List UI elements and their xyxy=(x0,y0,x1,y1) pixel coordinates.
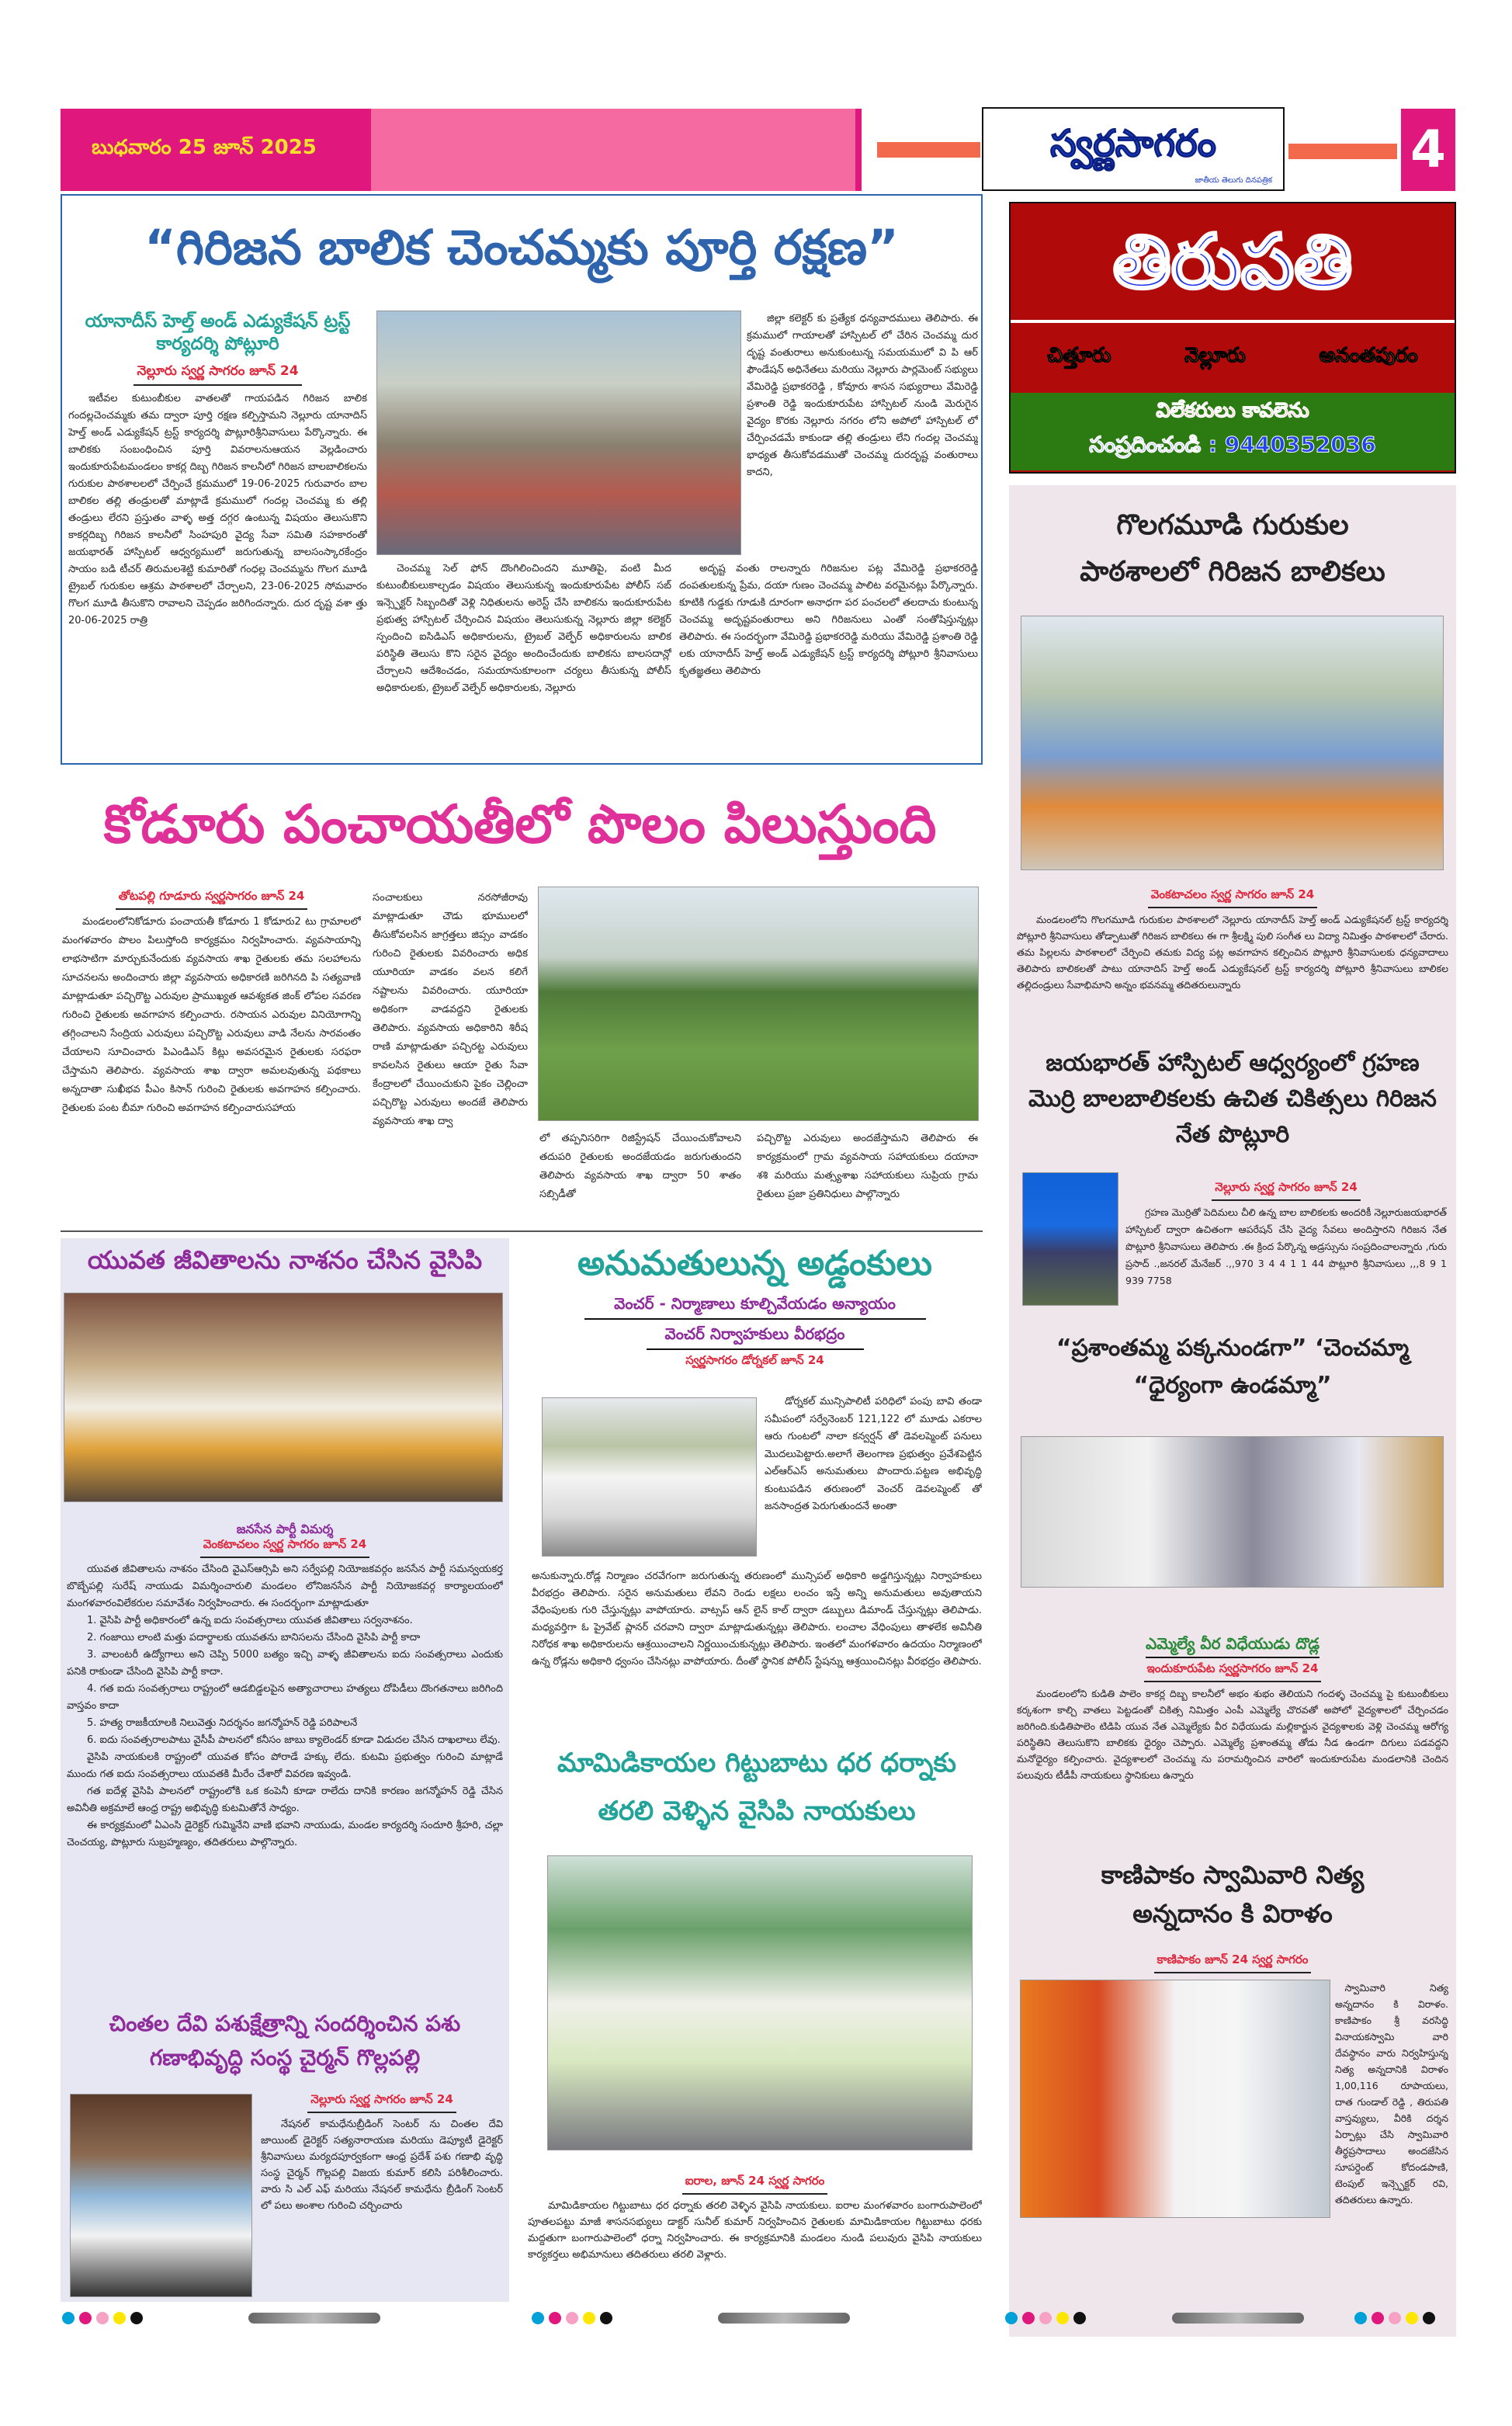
header-date-block xyxy=(61,109,371,191)
youth-body xyxy=(61,1561,509,1852)
kanipakam-photo-donation xyxy=(1020,1980,1330,2218)
youth-paragraph: వైసిపి నాయకులకి రాష్ట్రంలో యువత కోసం పోరాడే హక్కు లేదు. కుటమి ప్రభుత్వం గురించి మాట్లాడే ముందు గత ఐదు సంవత్సరాలు యువతకి మీరేం చేశారో వివరణ ఇవ్వండి. xyxy=(67,1751,503,1780)
jayabharat-dateline: నెల్లూరు స్వర్ణ సాగరం జూన్ 24 xyxy=(1212,1180,1361,1201)
registration-dot xyxy=(1005,2312,1018,2324)
kanipakam-dateline: కాణిపాకం జూన్ 24 స్వర్ణ సాగరం xyxy=(1154,1952,1312,1973)
ad-wanted: విలేకరులు కావలెను xyxy=(1156,399,1309,422)
kodur-photo-field xyxy=(538,887,979,1121)
venture-dateline: స్వర్ణసాగరం డోర్నకల్ జూన్ 24 xyxy=(685,1353,824,1367)
tirupati-ad xyxy=(1009,202,1456,474)
ad-district: నెల్లూరు xyxy=(1184,344,1246,367)
kodur-body-col1: మండలంలోనికోడూరు పంచాయతీ కోడూరు 1 కోడూరు2 టు గ్రామాలలో మంగళవారం పొలం పిలుస్తోంది కార్యక్రమం నిర్వహించారు. వ్యవసాయాన్ని లాభసాటిగా మార్చుకునేందుకు వ్యవసాయ శాఖ రైతులకు తమ సలహాలను సూచనలను అందించారు జిల్లా వ్యవసాయ అధికారణి జరిగినది పి సత్యవాణి మాట్లాడుతూ పచ్చిరొట్ట ఎరువుల ప్రాముఖ్యత ఆవశ్యకత జింక్ లోపల సవరణ గురించి రైతులకు అవగాహన కల్పించారు. రసాయన ఎరువుల వినియోగాన్ని తగ్గించాలని సేంద్రియ ఎరువులు పచ్చిరొట్ట ఎరువులు వాడి నేలను సారవంతం చేయాలని సూచించారు పిఎండిఎస్ కిట్లు అవసరమైన రైతులకు సరఫరా చేస్తామని తెలిపారు. వ్యవసాయ శాఖ ద్వారా అమలవుతున్న పథకాలు అన్నదాతా సుఖీభవ పీఎం కిసాన్ గురించి రైతులకు అవగాహన కల్పించారు. రైతులకు పంట బీమా గురించి అవగాహన కల్పించారుసహాయ xyxy=(62,916,361,1114)
youth-photo-pressmeet xyxy=(64,1293,503,1502)
lead-body-col1: ఇటీవల కుటుంబీకుల వాతలతో గాయపడిన గిరిజన బాలిక గందల్లచెంచమ్మకు తమ ద్వారా పూర్తి రక్షణ కల్పిస్తామని నెల్లూరు యానాదిస్ హెల్త్ అండ్ ఎడ్యుకేషన్ ట్రస్ట్ కార్యదర్శి పొట్లూరిశ్రీనివాసులు పేర్కొన్నారు. ఈ బాలికకు సంబంధించిన పూర్తి వివరాలనుఆయన వెల్లడించారు ఇందుకూరుపేటమండలం కాకర్ల దిబ్బ గిరిజన కాలనీలో గిరిజన బాలబాలికలను గురుకుల పాఠశాలలలో చేర్పించే క్రమములో 19-06-2025 గురువారం బాల బాలికల తల్లి తండ్రులతో మాట్లాడే క్రమములో గందల్ల చెంచమ్మ కు తల్లి తండ్రులు లేరని ప్రస్తుతం వాళ్ళ అత్త దగ్గర ఉంటున్న విషయం తెలుసుకొని కాకర్లదిబ్బ గిరిజన కాలనీలో సింహపురి వైద్య సేవా సమితి సహకారంతో జయభారత్ హాస్పిటల్ ఆధ్వర్యములో జరుగుతున్న బాలసంస్కారకేంద్రం సాయం బడి టీచర్ తిరుమలశెట్టి కుమారితో గంధల్ల చెంచమ్మను గొలగ మూడి ట్రైబల్ గురుకుల ఆశ్రమ పాఠశాలలో చేర్చాలని, 23-06-2025 సోమవారం గొలగ మూడి తీసుకొని రావాలని చెప్పడం జరిగిందన్నారు. దుర దృష్ట వశా త్తు 20-06-2025 రాత్రి xyxy=(68,392,367,626)
registration-dot xyxy=(1423,2312,1435,2324)
registration-dot xyxy=(1039,2312,1052,2324)
venture-body-1: డోర్నకల్ మున్సిపాలిటీ పరిధిలో పంపు బావి తండా సమీపంలో సర్వేనెంబర్ 121,122 లో మూడు ఎకరాల ఆరు గుంటలో నాలా కన్వర్షన్ తో డెవలప్మెంట్ పనులు మొదలుపెట్టారు.అలాగే తెలంగాణ ప్రభుత్వం ప్రవేశపెట్టిన ఎల్ఆర్ఎస్ అనుమతులు పొందారు.పట్టణ అభివృద్ధి కుంటుపడిన తరుణంలో వెంచర్ డెవలప్మెంట్ తో జనసాంద్రత పెరుగుతుందనే అంతా xyxy=(765,1396,982,1512)
youth-paragraph: 5. హత్య రాజకీయాలకి నిలువెత్తు నిదర్శనం జగన్మోహన్ రెడ్డి పరిపాలనే xyxy=(87,1717,358,1729)
lead-body-col4: అదృష్ట వంతు రాలన్నారు గిరిజనుల పట్ల వేమిరెడ్డి ప్రభాకరరెడ్డి దంపతులకున్న ప్రేమ, దయా గుణం చెంచమ్మ పాలిట వరమైనట్లు పేర్కొన్నారు. కూటికి గుడ్డకు గూడుకి దూరంగా అనాధగా పర పంచలలో తలదాచు కుంటున్న చెంచమ్మ అదృష్టవంతురాలు అని గిరిజనులు ఎంతో సంతోషిస్తున్నట్లు తెలిపారు. ఈ సందర్భంగా వేమిరెడ్డి ప్రభాకరరెడ్డి మరియు వేమిరెడ్డి ప్రశాంతి రెడ్డి లకు యానాదీస్ హెల్త్ అండ్ ఎడ్యుకేషన్ ట్రస్ట్ కార్యదర్శి పోట్లూరి శ్రీనివాసులు కృతజ్ఞతలు తెలిపారు xyxy=(679,563,978,677)
gurukula-headline: గొలగమూడి గురుకుల పాఠశాలలో గిరిజన బాలికలు xyxy=(1080,509,1385,588)
mango-photo-dharna xyxy=(547,1855,973,2150)
youth-paragraph: 3. వాలంటరీ ఉద్యోగాలు అని చెప్పి 5000 బత్యం ఇచ్చి వాళ్ళ జీవితాలను ఐదు సంవత్సరాలు ఎందుకు పనికి రాకుండా చేసింది వైసిపి పార్టీ కాదా. xyxy=(67,1649,503,1678)
kanipakam-headline: కాణిపాకం స్వామివారి నిత్య అన్నదానం కి విరాళం xyxy=(1101,1860,1365,1928)
venture-subhead-1: వెంచర్ - నిర్మాణాలు కూల్చివేయడం అన్యాయం xyxy=(584,1294,926,1320)
youth-paragraph: ఈ కార్యక్రమంలో ఏఎంసి డైరెక్టర్ గుమ్మినేని వాణి భవాని నాయుడు, మండల కార్యదర్శి సందూరి శ్రీహరి, చల్లా చెంచయ్య, పొట్లూరు సుబ్రహ్మణ్యం, తదితరులు పాల్గొన్నారు. xyxy=(67,1820,503,1848)
prasanthamma-headline: “ప్రశాంతమ్మ పక్కనుండగా” ‘చెంచమ్మా “ధైర్యంగా ఉండమ్మా” xyxy=(1056,1334,1410,1399)
kodur-body-col3: లో తప్పనిసరిగా రిజిస్ట్రేషన్ చేయించుకోవాలని తదుపరి రైతులకు అందజేయడం జరుగుతుందని తెలిపారు వ్యవసాయ శాఖ ద్వారా 50 శాతం సబ్సిడీతో xyxy=(539,1133,741,1200)
registration-dot xyxy=(113,2312,126,2324)
registration-dot xyxy=(79,2312,92,2324)
header-banner xyxy=(371,109,862,191)
youth-paragraph: 4. గత ఐదు సంవత్సరాలు రాష్ట్రంలో ఆడబిడ్డలపైన అత్యాచారాలు హత్యలు దోపిడీలు దొంగతనాలు జరిగింది వాస్తవం కాదా xyxy=(67,1683,503,1712)
youth-paragraph: గత ఐదేళ్ల వైసిపి పాలనలో రాష్ట్రంలోకి ఒక కంపెనీ కూడా రాలేదు దానికి కారణం జగన్మోహన్ రెడ్డి చేసిన అవినీతి అక్రమాలే ఆంధ్ర రాష్ట్ర అభివృద్ధి కుటమితోనే సాధ్యం. xyxy=(67,1786,503,1814)
header-rule-right xyxy=(1288,144,1397,159)
mango-dateline: ఐరాల, జూన్ 24 స్వర్ణ సాగరం xyxy=(682,2174,828,2195)
ad-district: చిత్తూరు xyxy=(1047,344,1111,367)
registration-dot xyxy=(62,2312,75,2324)
ad-title: తిరుపతి xyxy=(1112,218,1353,305)
ad-contact: సంప్రదించండి : 9440352036 xyxy=(1089,432,1376,457)
chintala-headline: చింతల దేవి పశుక్షేత్రాన్ని సందర్శించిన పశు గణాభివృద్ధి సంస్థ చైర్మన్ గొల్లపల్లి xyxy=(109,2011,461,2070)
registration-dot xyxy=(600,2312,612,2324)
right-panel xyxy=(1009,485,1456,2337)
youth-paragraph: 2. గంజాయి లాంటి మత్తు పదార్థాలకు యువతను బానిసలను చేసింది వైసిపి పార్టీ కాదా xyxy=(87,1632,421,1643)
lead-subhead: యానాదీస్ హెల్త్ అండ్ ఎడ్యుకేషన్ ట్రస్ట్ కార్యదర్శి పోట్లూరి xyxy=(85,311,351,354)
youth-paragraph: 1. వైసిపి పార్టీ అధికారంలో ఉన్న ఐదు సంవత్సరాలు యువత జీవితాలు సర్వనాశనం. xyxy=(87,1615,413,1626)
registration-dot xyxy=(96,2312,109,2324)
venture-photo-man xyxy=(542,1397,757,1557)
registration-dot xyxy=(1389,2312,1401,2324)
registration-dot xyxy=(549,2312,561,2324)
mango-body: మామిడికాయల గిట్టుబాటు ధర ధర్నాకు తరలి వెళ్ళిన వైసిపి నాయకులు. ఐరాల మంగళవారం బంగారుపాలెంలో పూతలపట్టు మాజీ శాసనసభ్యులు డాక్టర్ సునీల్ కుమార్ నిర్వహించిన రైతులకు మామిడికాయల గిట్టుబాటు ధరకు మద్దతుగా బంగారుపాలెంలో ధర్నా నిర్వహించారు. ఈ కార్యక్రమానికి మండలం నుండి పలువురు వైసిపి నాయకులు కార్యకర్తలు అభిమానులు తదితరులు తరలి వెళ్లారు. xyxy=(528,2200,982,2261)
kodur-body-col2: సంచాలకులు నరసోజీరావు మాట్లాడుతూ చౌడు భూములలో తీసుకోవలసిన జాగ్రత్తలు జిప్సం వాడకం గురించి రైతులకు వివరించారు అధిక యూరియా వాడకం వలన కలిగే నష్టాలను వివరించారు. యూరియా అధికంగా వాడవద్దని రైతులకు తెలిపారు. వ్యవసాయ అధికారిని శిరీష రాణి మాట్లాడుతూ పచ్చిరట్ట ఎరువులు కావలసిన రైతులు ఆయా రైతు సేవా కేంద్రాలలో చేయించుకుని పైకం చెల్లించా పచ్చిరొట్ట ఎరువులు అందజే తెలిపారు వ్యవసాయ శాఖ ద్వా xyxy=(373,892,528,1127)
issue-date: బుధవారం 25 జూన్ 2025 xyxy=(92,136,317,159)
page-number: 4 xyxy=(1401,109,1455,191)
chintala-body: నేషనల్ కామధేనుబ్రీడింగ్ సెంటర్ ను చింతల దేవి జాయింట్ డైరెక్టర్ సత్యనారాయణ మరియు డెప్యూటీ డైరెక్టర్ శ్రీనివాసులు మర్యదపూర్వకంగా ఆంధ్ర ప్రదేశ్ పశు గణాభి వృద్ధి సంస్థ చైర్మన్ గొల్లపల్లి విజయ కుమార్ కలిసి పరిశీలించారు. వారు సి ఎల్ ఎఫ్ మరియు నేషనల్ కామధేను బ్రీడింగ్ సెంటర్ లో పలు అంశాల గురించి చర్చించారు xyxy=(261,2119,503,2212)
kanipakam-body-cont xyxy=(1020,2223,1447,2261)
registration-bar xyxy=(1172,2313,1304,2324)
ad-district: అనంతపురం xyxy=(1319,344,1418,367)
youth-dateline: వెంకటాచలం స్వర్ణ సాగరం జూన్ 24 xyxy=(200,1537,369,1558)
registration-dot xyxy=(1354,2312,1367,2324)
registration-bar xyxy=(248,2313,380,2324)
lead-headline: “గిరిజన బాలిక చెంచమ్మకు పూర్తి రక్షణ” xyxy=(144,219,899,276)
ad-districts xyxy=(1011,323,1455,393)
registration-dot xyxy=(1406,2312,1418,2324)
kanipakam-body: స్వామివారి నిత్య అన్నదానం కి విరాళం. కాణిపాకం శ్రీ వరసిద్ధి వినాయకస్వామి వారి దేవస్థానం వారు నిర్వహిస్తున్న నిత్య అన్నదానికి విరాళం 1,00,116 రూపాయలు, దాత గుండాల్ రెడ్డి , తిరుపతి వాస్తవ్యులు, వీరికి దర్శన ఏర్పాట్లు చేసి స్వామివారి తీర్థప్రసాదాలు అందజేసిన సూపర్డెంట్ కోదండపాణి, టెంపుల్ ఇన్స్పెక్టర్ రవి, తదితరులు ఉన్నారు. xyxy=(1335,1982,1448,2206)
lead-body-col3: చెంచమ్మ సెల్ ఫోన్ దొంగిలించిందని మూతిపై, వంటి మీద కుటుంబీకులుకాల్చడం విషయం తెలుసుకున్న ఇందుకూరుపేట పోలీస్ సబ్ ఇన్స్పెక్టర్ సిబ్బందితో వెళ్లి నిధితులను అరెస్ట్ చేసి బాలికను ఇందుకూరుపేట ప్రభుత్వ హాస్పిటల్ చేర్పించిన విషయం తెలుసుకున్న నెల్లూరు జిల్లా కలెక్టర్ స్పందించి ఐసిడిఎస్ అధికారులను, ట్రైబల్ వెల్ఫేర్ అధికారులను బాలిక పరిస్థితి తెలుసు కొని సరైన వైద్యం అందించేందుకు బాలికను బాలసదాన్లో చేర్చాలని ఆదేశించడం, సమయానుకూలంగా చర్యలు తీసుకున్న పోలీస్ అధికారులకు, ట్రైబల్ వెల్ఫేర్ అధికారులకు, నెల్లూరు xyxy=(376,563,671,694)
mango-headline: మామిడికాయల గిట్టుబాటు ధర ధర్నాకు తరలి వెళ్ళిన వైసిపి నాయకులు xyxy=(557,1747,957,1827)
registration-dot xyxy=(1022,2312,1035,2324)
registration-dot xyxy=(566,2312,578,2324)
lead-article xyxy=(61,194,983,765)
lead-dateline: నెల్లూరు స్వర్ణ సాగరం జూన్ 24 xyxy=(134,363,301,386)
prasanthamma-body: మండలంలోని కుడితి పాలెం కాకర్ల దిబ్బ కాలనీలో అభం శుభం తెలియని గందళ్ళ చెంచమ్మ పై కుటుంబీకులు కర్కశంగా కాల్చి వాతలు పెట్టడంతో చికిత్స నిమిత్తం ఎంపీ ఎమ్మెల్యే చొరవతో అపోలో వైద్యశాలలో చేర్పించడం జరిగింది.కుడితిపాలెం టిడిపి యువ నేత ఎమ్మెల్యేకు వీర విధేయుడు మల్లికార్జున వైద్యశాలకు వెళ్లి చెంచమ్మ ఆరోగ్య పరిస్థితిని తెలుసుకొని బాలికకు ధైర్యం చెప్పారు. ఎమ్మెల్యే ప్రశాంతమ్మ తోడు నీడ ఉండగా దిగులు పడవద్దని మనోధైర్యం కల్పించారు. వైద్యశాలలో చెంచమ్మ ను పరామర్శించిన వారిలో ఇందుకూరుపేట మండలానికి చెందిన పలువురు టీడీపీ నాయకులు స్థానికులు ఉన్నారు xyxy=(1017,1688,1448,1781)
section-divider xyxy=(61,1230,983,1232)
registration-dot xyxy=(1372,2312,1384,2324)
jayabharat-body: గ్రహణ మొర్రితో పెదిమలు చీలి ఉన్న బాల బాలికలకు అందరికీ నెల్లూరుజయభారత్ హాస్పిటల్ ద్వారా ఉచితంగా ఆపరేషన్ చేసి వైద్య సేవలు అందిస్తారని గిరిజన నేత పొట్లూరి శ్రీనివాసులు తెలిపారు .ఈ క్రింద పేర్కొన్న అడ్రస్సును సంప్రదించాలన్నారు ,గురు ప్రసాద్ .,జనరల్ మేనేజర్ .,,970 3 4 4 1 1 44 పొట్లూరి శ్రీనివాసులు ,,,8 9 1 939 7758 xyxy=(1125,1206,1447,1286)
logo-tagline: జాతీయ తెలుగు దినపత్రిక xyxy=(1195,176,1272,185)
gurukula-dateline: వెంకటాచలం స్వర్ణ సాగరం జూన్ 24 xyxy=(1148,887,1317,908)
youth-paragraph: 6. ఐదు సంవత్సరాలపాటు వైసీపీ పాలనలో కనీసం జాబు క్యాలెండర్ కూడా విడుదల చేసిన దాఖలాలు లేవు. xyxy=(87,1734,501,1746)
gurukula-photo-girls xyxy=(1021,616,1444,870)
registration-dot xyxy=(532,2312,544,2324)
lead-photo-family xyxy=(376,311,741,555)
gurukula-body: మండలంలోని గొలగమూడి గురుకుల పాఠశాలలో నెల్లూరు యానాదీస్ హెల్త్ అండ్ ఎడ్యుకేషనల్ ట్రస్ట్ కార్యదర్శి పోట్లూరి శ్రీనివాసులు తోడ్పాటుతో గిరిజన బాలికలు ఈ గా శ్రీలక్ష్మి పులి సంగీత లు విద్యా నిమిత్తం పాఠశాలలో చేరారు. తమ పిల్లలను పాఠశాలలో చేర్పించి తమకు విద్య పట్ల అవగాహన కల్పించిన పొట్లూరి శ్రీనివాసులకు ధన్యవాదాలు తెలిపారు బాలికలతో పాటు యానాదిస్ హెల్త్ అండ్ ఎడ్యుకేషనల్ ట్రస్ట్ కార్యదర్శి పోట్లూరి శ్రీనివాసులు బాలికల తల్లిదండ్రులు సేవాభిమాని అన్నం భవనమ్మ తదితరులున్నారు xyxy=(1017,914,1448,991)
youth-panel xyxy=(61,1238,509,2302)
youth-headline: యువత జీవితాలను నాశనం చేసిన వైసిపి xyxy=(87,1245,483,1275)
prasanthamma-photo-hospital xyxy=(1021,1436,1444,1588)
registration-dot xyxy=(1073,2312,1086,2324)
masthead-logo xyxy=(982,107,1285,191)
registration-bar xyxy=(718,2313,850,2324)
registration-dot xyxy=(130,2312,143,2324)
lead-body-col2: జిల్లా కలెక్టర్ కు ప్రత్యేక ధన్యవాదములు తెలిపారు. ఈ క్రమములో గాయాలతో హాస్పిటల్ లో చేరిన చెంచమ్మ దుర దృష్ట వంతురాలు అనుకుంటున్న సమయములో వి పి ఆర్ ఫౌండేషన్ అధినేతలు మరియు నెల్లూరు పార్లమెంట్ సభ్యులు వేమిరెడ్డి ప్రభాకరరెడ్డి , కోవూరు శాసన సభ్యురాలు వేమిరెడ్డి ప్రశాంతి రెడ్డి ఇందుకూరుపేట హాస్పిటల్ నుండి మెరుగైన వైద్యం కొరకు నెల్లూరు నగరం లోని అపోలో హాస్పిటల్ లో చేర్పించడమే కాకుండా తల్లి తండ్రులు లేని గందల్ల చెంచమ్మ భాధ్యత తీసుకోవడముతో చెంచమ్మ దురదృష్ట వంతురాలు కాదని, xyxy=(747,313,978,478)
youth-subhead: జనసేన పార్టీ విమర్శ xyxy=(236,1522,334,1536)
registration-dot xyxy=(583,2312,595,2324)
kodur-dateline: తోటపల్లి గూడూరు స్వర్ణసాగరం జూన్ 24 xyxy=(116,889,308,910)
prasanthamma-subhead: ఎమ్మెల్యే వీర విధేయుడు దొడ్ల xyxy=(1146,1634,1320,1658)
kodur-headline: కోడూరు పంచాయతీలో పొలం పిలుస్తుంది xyxy=(103,794,937,856)
chintala-dateline: నెల్లూరు స్వర్ణ సాగరం జూన్ 24 xyxy=(307,2092,456,2113)
youth-paragraph: యువత జీవితాలను నాశనం చేసింది వైఎస్ఆర్సిపి అని సర్వేపల్లి నియోజకవర్గం జనసేన పార్టీ సమన్వయకర్త బొబ్బేపల్లి సురేష్ నాయుడు విమర్శించారులి మండలం లోనిజనసేన పార్టీ నియోజకవర్గ కార్యాలయంలో మంగళవారంవిలేకరుల సమావేశం నిర్వహించారు. ఈ సందర్భంగా మాట్లాడుతూ xyxy=(67,1564,503,1609)
kodur-body-col4: పచ్చిరొట్ట ఎరువులు అందజేస్తామని తెలిపారు ఈ కార్యక్రమంలో గ్రామ వ్యవసాయ సహాయకులు దయానా శశి మరియు మత్స్యశాఖ సహాయకులు సుప్రియ గ్రామ రైతులు ప్రజా ప్రతినిధులు పాల్గొన్నారు xyxy=(757,1133,978,1200)
venture-headline: అనుమతులున్న అడ్డంకులు xyxy=(577,1244,933,1283)
jayabharat-photo-child xyxy=(1022,1172,1118,1306)
jayabharat-headline: జయభారత్ హాస్పిటల్ ఆధ్వర్యంలో గ్రహణ మొర్రి బాలబాలికలకు ఉచిత చికిత్సలు గిరిజన నేత పొట్లూరి xyxy=(1028,1050,1437,1148)
venture-body-2: అనుకున్నారు.రోడ్ల నిర్మాణం చరవేగంగా జరుగుతున్న తరుణంలో మున్సిపల్ అధికారి అడ్డగిస్తున్నట్లు నిర్వాహకులు వీరభద్రం తెలిపారు. సరైన అనుమతులు లేవని రెండు లక్షలు లంచం ఇస్తే అన్ని అనుమతులు అవుతాయని వేధింపులకు గురి చేస్తున్నట్లు వాపోయారు. వాట్సప్ ఆన్ లైన్ కాల్ ద్వారా డబ్బులు డిమాండ్ చేస్తున్నట్లు తెలిపాడు. మధ్యవర్తిగా ఓ ప్రైవేట్ ప్లానర్ చరవాని ద్వారా మాట్లాడుతున్నట్లు తెలిపారు. లంచాల వేధింపులు తాళలేక అవినీతి నిరోధక శాఖ అధికారులను ఆశ్రయించాలని నిర్ణయించుకున్నట్లు తెలిపారు. ఇంతలో మంగళవారం ఉదయం నిర్మాణంలో ఉన్న రోడ్లను అధికారి ధ్వంసం చేసినట్లు వాపోయారు. దీంతో స్థానిక పోలీస్ స్టేషన్ను ఆశ్రయించినట్లు వీరభద్రం తెలిపారు. xyxy=(532,1570,982,1668)
venture-subhead-2: వెంచర్ నిర్వాహకులు వీరభద్రం xyxy=(647,1324,864,1350)
logo-title: స్వర్ణసాగరం xyxy=(1050,122,1216,165)
header-rule-left xyxy=(877,142,980,158)
chintala-photo xyxy=(70,2094,252,2297)
prasanthamma-dateline: ఇందుకూరుపేట స్వర్ణసాగరం జూన్ 24 xyxy=(1144,1661,1322,1682)
registration-dot xyxy=(1056,2312,1069,2324)
